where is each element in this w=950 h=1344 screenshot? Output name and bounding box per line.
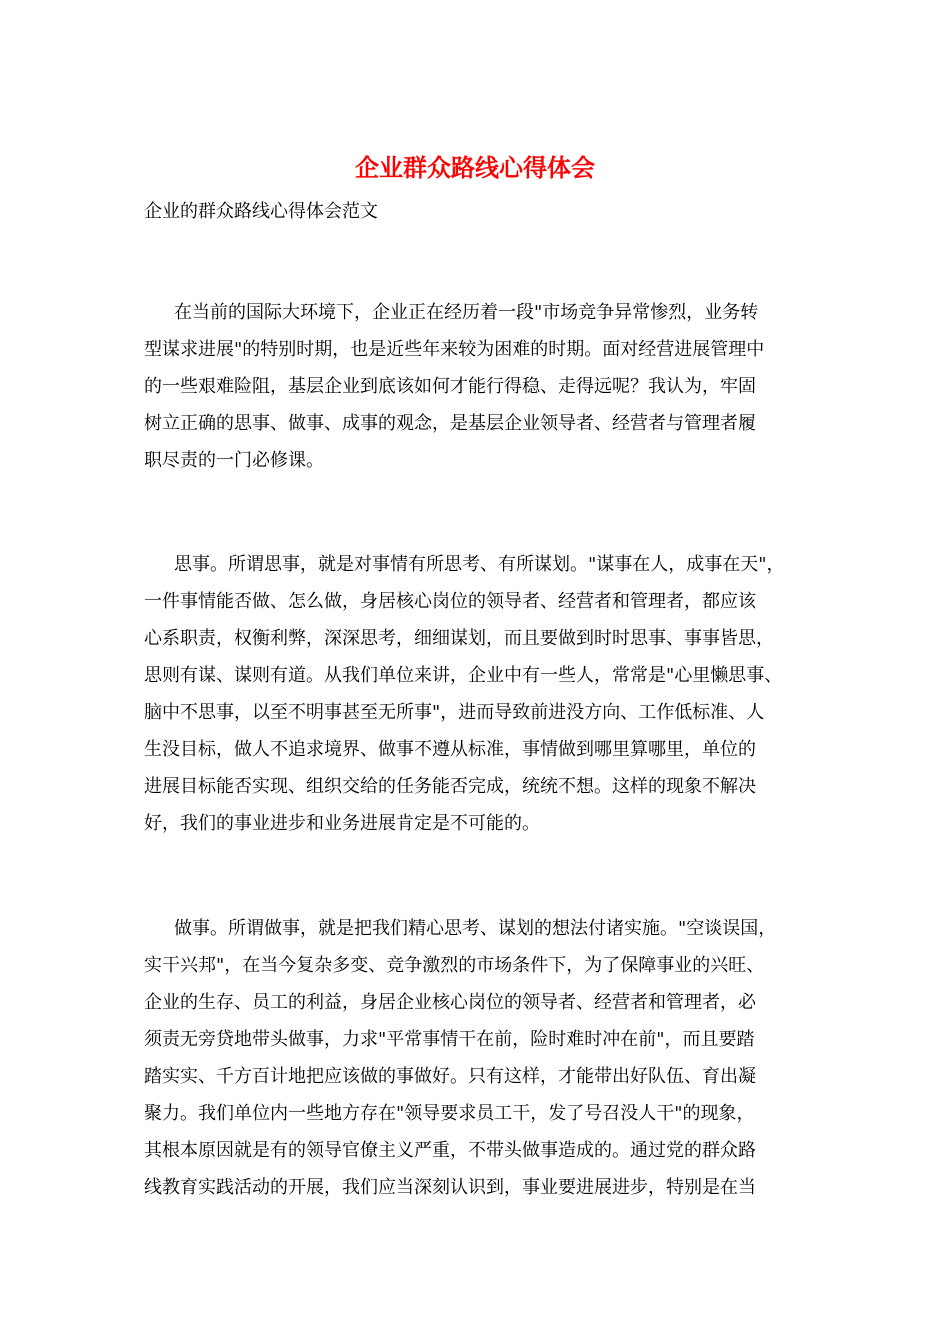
paragraph-line: 思事。所谓思事，就是对事情有所思考、有所谋划。"谋事在人，成事在天"， <box>174 554 785 575</box>
paragraph-line: 思则有谋、谋则有道。从我们单位来讲，企业中有一些人，常常是"心里懒思事、 <box>144 665 783 686</box>
paragraph-line: 职尽责的一门必修课。 <box>144 450 324 471</box>
paragraph-line: 型谋求进展"的特别时期，也是近些年来较为困难的时期。面对经营进展管理中 <box>144 339 765 360</box>
paragraph-line: 企业的生存、员工的利益，身居企业核心岗位的领导者、经营者和管理者，必 <box>144 992 756 1013</box>
paragraph-line: 聚力。我们单位内一些地方存在"领导要求员工干，发了号召没人干"的现象， <box>144 1103 755 1124</box>
paragraph-3 <box>144 910 824 1206</box>
paragraph-1 <box>144 294 824 479</box>
paragraph-line: 须责无旁贷地带头做事，力求"平常事情干在前，险时难时冲在前"，而且要踏 <box>144 1029 755 1050</box>
paragraph-line: 实干兴邦"，在当今复杂多变、竞争激烈的市场条件下，为了保障事业的兴旺、 <box>144 955 765 976</box>
paragraph-line: 做事。所谓做事，就是把我们精心思考、谋划的想法付诸实施。"空谈误国， <box>174 918 777 939</box>
paragraph-line: 一件事情能否做、怎么做，身居核心岗位的领导者、经营者和管理者，都应该 <box>144 591 756 612</box>
paragraph-line: 踏实实、千方百计地把应该做的事做好。只有这样，才能带出好队伍、育出凝 <box>144 1066 756 1087</box>
paragraph-line: 树立正确的思事、做事、成事的观念，是基层企业领导者、经营者与管理者履 <box>144 413 756 434</box>
paragraph-line: 心系职责，权衡利弊，深深思考，细细谋划，而且要做到时时思事、事事皆思， <box>144 628 774 649</box>
document-title: 企业群众路线心得体会 <box>355 153 595 182</box>
paragraph-line: 生没目标，做人不追求境界、做事不遵从标准，事情做到哪里算哪里，单位的 <box>144 739 756 760</box>
document-subtitle: 企业的群众路线心得体会范文 <box>144 201 378 222</box>
paragraph-line: 进展目标能否实现、组织交给的任务能否完成，统统不想。这样的现象不解决 <box>144 776 756 797</box>
paragraph-line: 线教育实践活动的开展，我们应当深刻认识到，事业要进展进步，特别是在当 <box>144 1177 756 1198</box>
paragraph-2 <box>144 546 824 842</box>
paragraph-line: 在当前的国际大环境下，企业正在经历着一段"市场竞争异常惨烈，业务转 <box>174 302 759 323</box>
paragraph-line: 脑中不思事，以至不明事甚至无所事"，进而导致前进没方向、工作低标准、人 <box>144 702 765 723</box>
paragraph-line: 的一些艰难险阻，基层企业到底该如何才能行得稳、走得远呢？我认为，牢固 <box>144 376 756 397</box>
paragraph-line: 好，我们的事业进步和业务进展肯定是不可能的。 <box>144 813 540 834</box>
paragraph-line: 其根本原因就是有的领导官僚主义严重，不带头做事造成的。通过党的群众路 <box>144 1140 756 1161</box>
